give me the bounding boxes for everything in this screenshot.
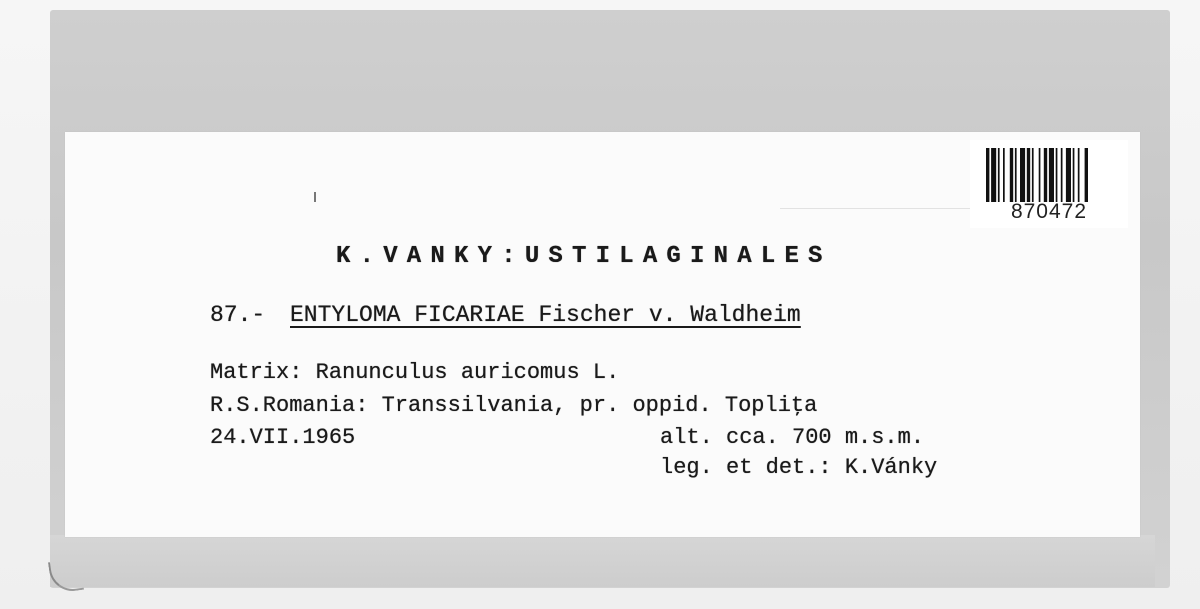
barcode-bar: [1049, 148, 1054, 202]
species-name: ENTYLOMA FICARIAE Fischer v. Waldheim: [290, 302, 801, 328]
exsiccata-number: 87.-: [210, 302, 266, 328]
matrix-line: Matrix: Ranunculus auricomus L.: [210, 360, 620, 385]
barcode-bar: [1056, 148, 1058, 202]
collector-line: leg. et det.: K.Vánky: [660, 455, 938, 480]
barcode-bar: [1078, 148, 1080, 202]
barcode-bar: [986, 148, 989, 202]
barcode-bar: [998, 148, 1000, 202]
packet-bottom-fold: [50, 535, 1155, 587]
barcode-bar: [991, 148, 996, 202]
paper-faint-line: [780, 208, 970, 209]
barcode-bar: [1015, 148, 1017, 202]
barcode-bar: [1010, 148, 1013, 202]
barcode-sticker: [970, 140, 1128, 228]
paper-speck: [314, 192, 316, 202]
collection-header: K.VANKY:USTILAGINALES: [336, 243, 832, 270]
altitude-line: alt. cca. 700 m.s.m.: [660, 425, 925, 450]
locality-line: R.S.Romania: Transsilvania, pr. oppid. Topliţa: [210, 393, 818, 418]
barcode-bar: [1027, 148, 1030, 202]
barcode-bar: [1020, 148, 1025, 202]
barcode-bar: [1085, 148, 1088, 202]
barcode-bar: [1039, 148, 1041, 202]
barcode-number: 870472: [1010, 200, 1088, 223]
barcode-bar: [1003, 148, 1005, 202]
collection-date: 24.VII.1965: [210, 425, 356, 450]
barcode-bar: [1044, 148, 1047, 202]
barcode-bar: [1061, 148, 1063, 202]
barcode-bar: [1073, 148, 1075, 202]
barcode-bar: [1066, 148, 1071, 202]
barcode-bar: [1032, 148, 1034, 202]
barcode-bars: [986, 148, 1110, 202]
packet-corner-curl: [48, 558, 84, 594]
